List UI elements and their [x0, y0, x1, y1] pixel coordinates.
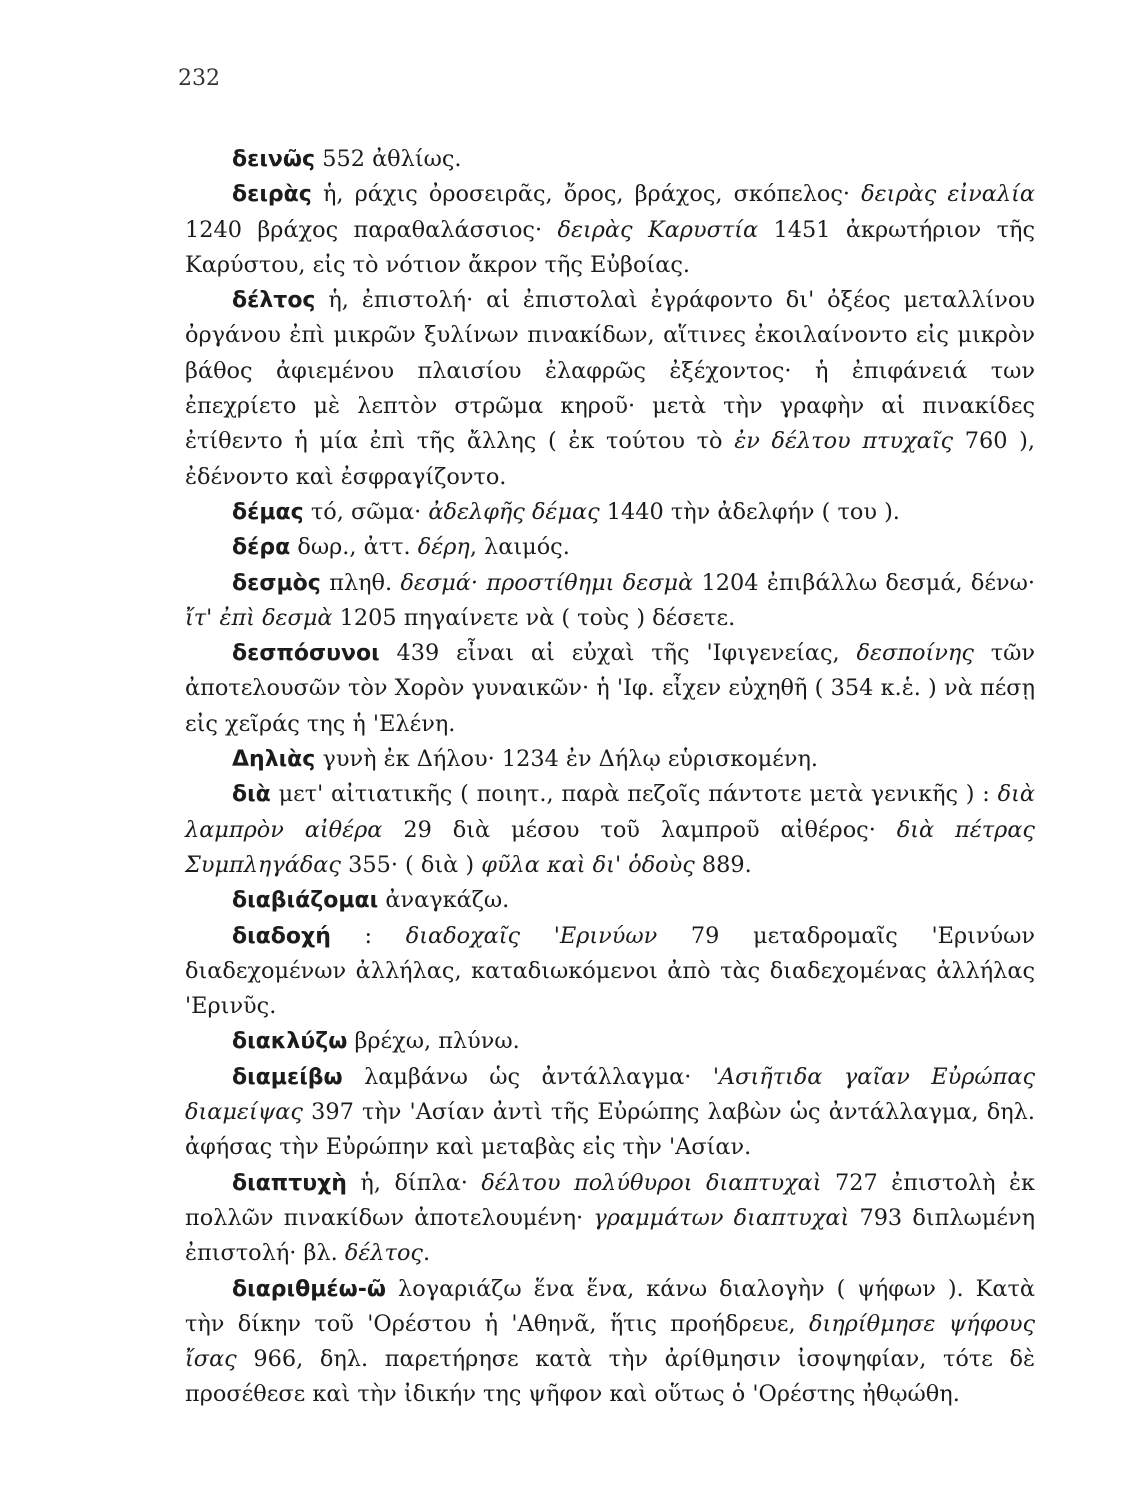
entry-text: 1451 ἀκρωτήριον τῆς Καρύστου, εἰς τὸ νότιον ἄκρον τῆς Εὐβοίας.	[185, 216, 1035, 278]
quotation: ἐν δέλτου πτυχαῖς	[734, 428, 954, 455]
lemma: διαβιάζομαι	[232, 888, 379, 914]
lemma: δεσπόσυνοι	[232, 641, 380, 667]
entry-text: 439 εἶναι αἱ εὐχαὶ τῆς 'Ιφιγενείας,	[379, 640, 857, 667]
quotation: δέρη	[417, 534, 470, 561]
quotation: δεσμά· προστίθημι δεσμὰ	[400, 569, 694, 596]
entry-text: :	[330, 922, 406, 949]
lemma: Δηλιὰς	[232, 747, 316, 773]
entry-text: 793 διπλωμένη ἐπιστολή· βλ.	[185, 1204, 1035, 1267]
entry-text: τό, σῶμα·	[303, 498, 429, 525]
lemma: δεινῶς	[232, 147, 316, 172]
entry-text: .	[422, 1240, 431, 1267]
entry-deltos	[185, 283, 1035, 495]
lemma: διαδοχή	[232, 923, 331, 949]
entry-text: μετ' αἰτιατικῆς ( ποιητ., παρὰ πεζοῖς πάντοτε μετὰ γενικῆς ) :	[270, 781, 998, 808]
lemma: διαριθμέω-ῶ	[232, 1276, 387, 1302]
entry-text: ἀναγκάζω.	[378, 887, 510, 914]
entry-diaviazomai	[185, 883, 1035, 918]
quotation: δειρὰς Καρυστία	[557, 216, 759, 243]
lemma: δέλτος	[232, 288, 316, 314]
quotation: δεσποίνης	[856, 640, 974, 667]
quotation: διαδοχαῖς 'Ερινύων	[405, 922, 658, 949]
entry-text: βρέχω, πλύνω.	[347, 1028, 520, 1055]
quotation: 'Ασιῆτιδα γαῖαν Εὐρώπας διαμείψας	[185, 1063, 1035, 1126]
entry-text: δωρ., ἀττ.	[290, 534, 418, 561]
entry-text: 1204 ἐπιβάλλω δεσμά, δένω·	[693, 569, 1035, 596]
entry-text: γυνὴ ἐκ Δήλου· 1234 ἐν Δήλῳ εὑρισκομένη.	[315, 746, 819, 773]
entry-deinos	[185, 142, 1035, 177]
entry-dera	[185, 530, 1035, 565]
entry-text: 79 μεταδρομαῖς 'Ερινύων διαδεχομένων ἀλλήλας, καταδιωκόμενοι ἀπὸ τὰς διαδεχομένας ἀλλήλας 'Ερινῦς.	[185, 922, 1036, 1020]
quotation: ἀδελφῆς δέμας	[428, 498, 600, 525]
entry-diaptychi	[185, 1166, 1035, 1272]
entry-deiras	[185, 177, 1035, 283]
lemma: διαμείβω	[232, 1064, 343, 1090]
entry-dia	[185, 777, 1035, 883]
entry-desposynoi	[185, 636, 1035, 742]
entry-text: 397 τὴν 'Ασίαν ἀντὶ τῆς Εὐρώπης λαβὼν ὡς ἀντάλλαγμα, δηλ. ἀφήσας τὴν Εὐρώπην καὶ μεταβὰς εἰς τὴν 'Ασίαν.	[185, 1099, 1035, 1161]
entry-demas	[185, 495, 1035, 530]
quotation: διὰ πέτρας Συμπληγάδας	[185, 816, 1035, 878]
entry-text: πληθ.	[320, 569, 401, 596]
entry-dilias	[185, 742, 1035, 777]
quotation: διηρίθμησε ψήφους ἴσας	[185, 1310, 1035, 1373]
entries-column	[185, 142, 1035, 1413]
entry-text: 1240 βράχος παραθαλάσσιος·	[185, 216, 558, 243]
lemma: δειρὰς	[232, 182, 312, 208]
entry-diadochi	[185, 919, 1035, 1025]
quotation: φῦλα καὶ δι' ὁδοὺς	[481, 851, 695, 878]
entry-text: λογαριάζω ἕνα ἕνα, κάνω διαλογὴν ( ψήφων ). Κατὰ τὴν δίκην τοῦ 'Ορέστου ἡ 'Αθηνᾶ, ἥτις προήδρευε,	[185, 1275, 1035, 1337]
entry-desmos	[185, 566, 1035, 637]
entry-diaklyzo	[185, 1024, 1035, 1059]
lemma: διακλύζω	[232, 1029, 348, 1055]
entry-text: ἡ, ἐπιστολή· αἱ ἐπιστολαὶ ἐγράφοντο δι' ὀξέος μεταλλίνου ὀργάνου ἐπὶ μικρῶν ξυλίνων πινακίδων, αἵτινες ἐκοιλαίνοντο εἰς μικρὸν βάθος ἀφιεμένου πλαισίου ἐλαφρῶς ἐξέχοντος· ἡ ἐπιφάνειά των ἐπεχρίετο μὲ λεπτὸν στρῶμα κηροῦ· μετὰ τὴν γραφὴν αἱ πινακίδες ἐτίθεντο ἡ μία ἐπὶ τῆς ἄλλης ( ἐκ τούτου τὸ	[185, 287, 1035, 455]
entry-text: ἡ, ράχις ὀροσειρᾶς, ὄρος, βράχος, σκόπελος·	[311, 181, 862, 208]
entry-text: 1205 πηγαίνετε νὰ ( τοὺς ) δέσετε.	[332, 604, 736, 631]
entry-text: τῶν ἀποτελουσῶν τὸν Χορὸν γυναικῶν· ἡ 'Ιφ. εἶχεν εὐχηθῆ ( 354 κ.ἑ. ) νὰ πέσῃ εἰς χεῖράς της ἡ 'Ελένη.	[185, 640, 1036, 737]
entry-text: 727 ἐπιστολὴ ἐκ πολλῶν πινακίδων ἀποτελουμένη·	[185, 1169, 1035, 1231]
entry-text: , λαιμός.	[469, 534, 570, 561]
entry-text: 29 διὰ μέσου τοῦ λαμπροῦ αἰθέρος·	[382, 816, 897, 843]
entry-text: 889.	[694, 851, 752, 878]
page-number: 232	[178, 66, 220, 91]
lemma: δέμας	[232, 499, 304, 525]
lemma: διαπτυχὴ	[232, 1170, 347, 1196]
quotation: δέλτος	[344, 1240, 423, 1267]
quotation: δειρὰς εἰναλία	[861, 181, 1035, 208]
entry-text: 760 ), ἐδένοντο καὶ ἐσφραγίζοντο.	[185, 428, 1035, 490]
entry-diameivo	[185, 1060, 1035, 1166]
quotation: ἴτ' ἐπὶ δεσμὰ	[185, 604, 333, 631]
lemma: δεσμὸς	[232, 570, 321, 596]
entry-text: 966, δηλ. παρετήρησε κατὰ τὴν ἀρίθμησιν ἰσοψηφίαν, τότε δὲ προσέθεσε καὶ τὴν ἰδικήν της ψῆφον καὶ οὕτως ὁ 'Ορέστης ἠθῳώθη.	[185, 1346, 1035, 1408]
entry-text: 1440 τὴν ἀδελφήν ( του ).	[599, 498, 900, 525]
lemma: διὰ	[232, 782, 271, 808]
quotation: γραμμάτων διαπτυχαὶ	[593, 1204, 850, 1231]
entry-text: ἡ, δίπλα·	[346, 1169, 482, 1196]
quotation: διὰ λαμπρὸν αἰθέρα	[185, 781, 1035, 843]
entry-diarithmeo	[185, 1272, 1035, 1413]
entry-text: 355· ( διὰ )	[340, 851, 482, 878]
entry-text: λαμβάνω ὡς ἀντάλλαγμα·	[342, 1063, 713, 1090]
quotation: δέλτου πολύθυροι διαπτυχαὶ	[481, 1169, 822, 1196]
entry-text: 552 ἀθλίως.	[315, 146, 462, 172]
lemma: δέρα	[232, 535, 291, 561]
